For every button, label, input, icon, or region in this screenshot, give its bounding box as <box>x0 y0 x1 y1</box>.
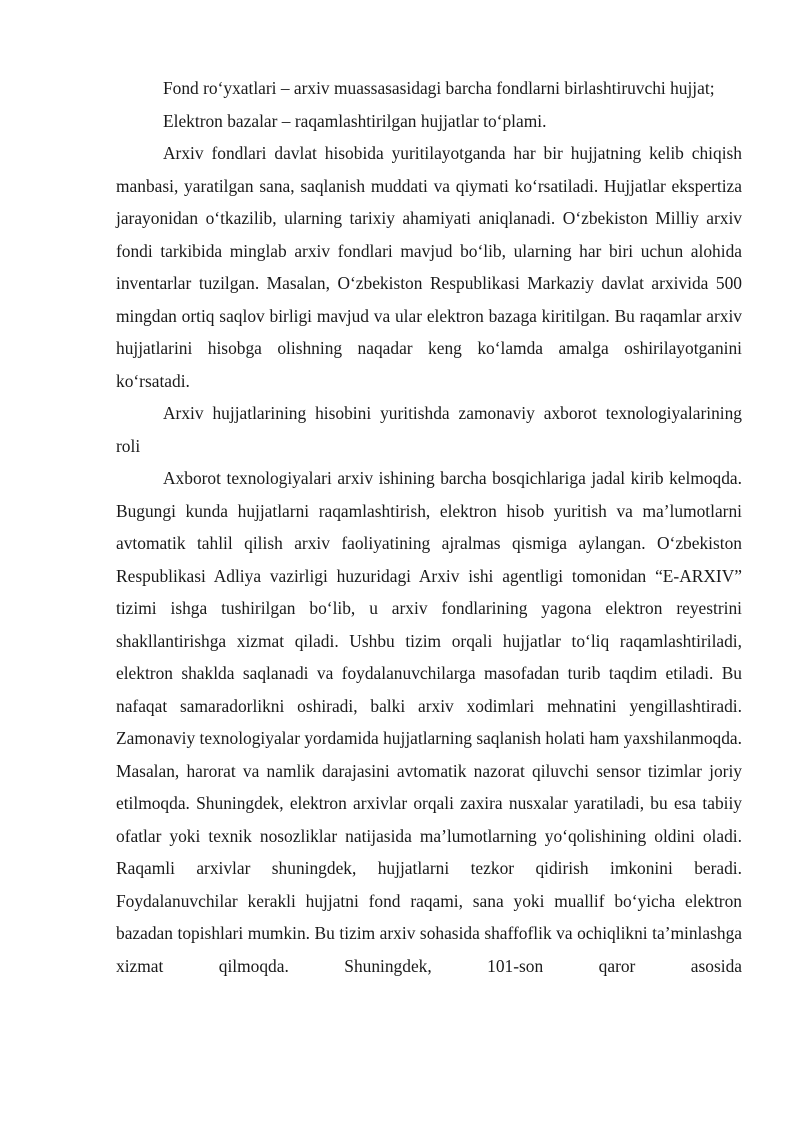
section-heading: Arxiv hujjatlarining hisobini yuritishda zamonaviy axborot texnologiyalarining roli <box>116 403 742 456</box>
paragraph-elektron-bazalar: Elektron bazalar – raqamlashtirilgan hujjatlar to‘plami. <box>163 110 547 131</box>
paragraph-fond-royxatlari: Fond ro‘yxatlari – arxiv muassasasidagi barcha fondlarni birlashtiruvchi hujjat; <box>163 78 715 98</box>
paragraph-arxiv-fondlari: Arxiv fondlari davlat hisobida yuritilayotganda har bir hujjatning kelib chiqish manbasi, yaratilgan sana, saqlanish muddati va qiymati ko‘rsatiladi. Hujjatlar ekspertiza jarayonidan o‘tkazilib, ularning tarixiy ahamiyati aniqlanadi. O‘zbekiston Milliy arxiv fondi tarkibida minglab arxiv fondlari mavjud bo‘lib, ularning har biri uchun alohida inventarlar tuzilgan. Masalan, O‘zbekiston Respublikasi Markaziy davlat arxivida 500 mingdan ortiq saqlov birligi mavjud va ular elektron bazaga kiritilgan. Bu raqamlar arxiv hujjatlarini hisobga olishning naqadar keng ko‘lamda amalga oshirilayotganini ko‘rsatadi. <box>116 143 742 391</box>
paragraph-axborot-texnologiyalari: Axborot texnologiyalari arxiv ishining barcha bosqichlariga jadal kirib kelmoqda. Bugungi kunda hujjatlarni raqamlashtirish, elektron hisob yuritish va ma’lumotlarni avtomatik tahlil qilish arxiv faoliyatining ajralmas qismiga aylangan. O‘zbekiston Respublikasi Adliya vazirligi huzuridagi Arxiv ishi agentligi tomonidan “E-ARXIV” tizimi ishga tushirilgan bo‘lib, u arxiv fondlarining yagona elektron reyestrini shakllantirishga xizmat qiladi. Ushbu tizim orqali hujjatlar to‘liq raqamlashtiriladi, elektron shaklda saqlanadi va foydalanuvchilarga masofadan turib taqdim etiladi. Bu nafaqat samaradorlikni oshiradi, balki arxiv xodimlari mehnatini yengillashtiradi. Zamonaviy texnologiyalar yordamida hujjatlarning saqlanish holati ham yaxshilanmoqda. Masalan, harorat va namlik darajasini avtomatik nazorat qiluvchi sensor tizimlar joriy etilmoqda. Shuningdek, elektron arxivlar orqali zaxira nusxalar yaratiladi, bu esa tabiiy ofatlar yoki texnik nosozliklar natijasida ma’lumotlarning yo‘qolishining oldini oladi. Raqamli arxivlar shuningdek, hujjatlarni tezkor qidirish imkonini beradi. Foydalanuvchilar kerakli hujjatni fond raqami, sana yoki muallif bo‘yicha elektron bazadan topishlari mumkin. Bu tizim arxiv sohasida shaffoflik va ochiqlikni ta’minlashga xizmat qilmoqda. Shuningdek, 101-son qaror asosida <box>116 468 742 976</box>
document-page <box>116 72 742 982</box>
